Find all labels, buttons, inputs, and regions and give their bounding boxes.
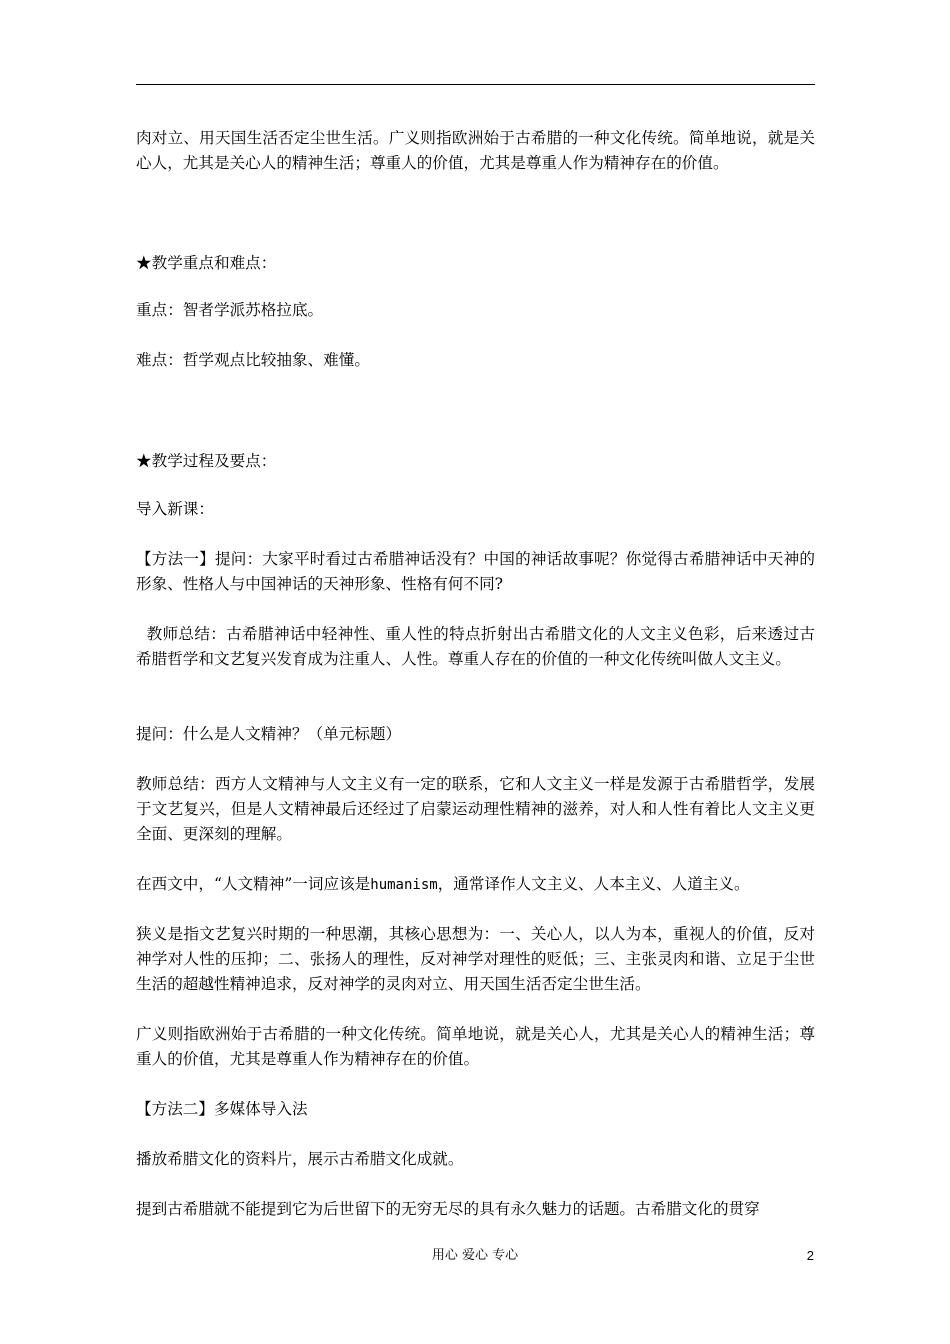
- paragraph-greek-topic: 提到古希腊就不能提到它为后世留下的无穷无尽的具有永久魅力的话题。古希腊文化的贯穿: [136, 1200, 760, 1218]
- section-heading-key-points: ★教学重点和难点：: [136, 254, 277, 272]
- paragraph-teacher-summary-2: 教师总结：西方人文精神与人文主义有一定的联系，它和人文主义一样是发源于古希腊哲学，发展于文艺复兴，但是人文精神最后还经过了启蒙运动理性精神的滋养，对人和人性有着比人文主义更全面、更深刻的理解。: [136, 775, 815, 843]
- paragraph-play-video: 播放希腊文化的资料片，展示古希腊文化成就。: [136, 1150, 464, 1168]
- paragraph-difficulty: 难点：哲学观点比较抽象、难懂。: [136, 351, 370, 369]
- humanism-word: humanism: [370, 877, 438, 893]
- paragraph-key-point: 重点：智者学派苏格拉底。: [136, 301, 324, 319]
- page-number: 2: [806, 1248, 814, 1263]
- section-heading-process: ★教学过程及要点：: [136, 452, 277, 470]
- paragraph-method-one: 【方法一】提问：大家平时看过古希腊神话没有？中国的神话故事呢？你觉得古希腊神话中天神的形象、性格人与中国神话的天神形象、性格有何不同?: [136, 550, 815, 593]
- footer-motto: 用心 爱心 专心: [431, 1248, 519, 1263]
- paragraph-narrow-sense: 狭义是指文艺复兴时期的一种思潮，其核心思想为：一、关心人，以人为本，重视人的价值，反对神学对人性的压抑；二、张扬人的理性，反对神学对理性的贬低；三、主张灵肉和谐、立足于尘世生活的超越性精神追求，反对神学的灵肉对立、用天国生活否定尘世生活。: [136, 925, 815, 993]
- paragraph-intro-label: 导入新课：: [136, 500, 214, 518]
- header-rule: [136, 84, 815, 85]
- paragraph-question: 提问：什么是人文精神？（单元标题）: [136, 725, 402, 743]
- humanism-text-before: 在西文中，“人文精神”一词应该是: [136, 875, 371, 893]
- paragraph-teacher-summary-1: 教师总结：古希腊神话中轻神性、重人性的特点折射出古希腊文化的人文主义色彩，后来透过古希腊哲学和文艺复兴发育成为注重人、人性。尊重人存在的价值的一种文化传统叫做人文主义。: [136, 625, 815, 668]
- paragraph-continuation: 肉对立、用天国生活否定尘世生活。广义则指欧洲始于古希腊的一种文化传统。简单地说，就是关心人，尤其是关心人的精神生活；尊重人的价值，尤其是尊重人作为精神存在的价值。: [136, 129, 815, 172]
- paragraph-broad-sense: 广义则指欧洲始于古希腊的一种文化传统。简单地说，就是关心人，尤其是关心人的精神生活；尊重人的价值，尤其是尊重人作为精神存在的价值。: [136, 1025, 815, 1068]
- paragraph-method-two: 【方法二】多媒体导入法: [136, 1100, 308, 1118]
- paragraph-humanism-term: [136, 872, 815, 898]
- humanism-text-after: ，通常译作人文主义、人本主义、人道主义。: [437, 875, 750, 893]
